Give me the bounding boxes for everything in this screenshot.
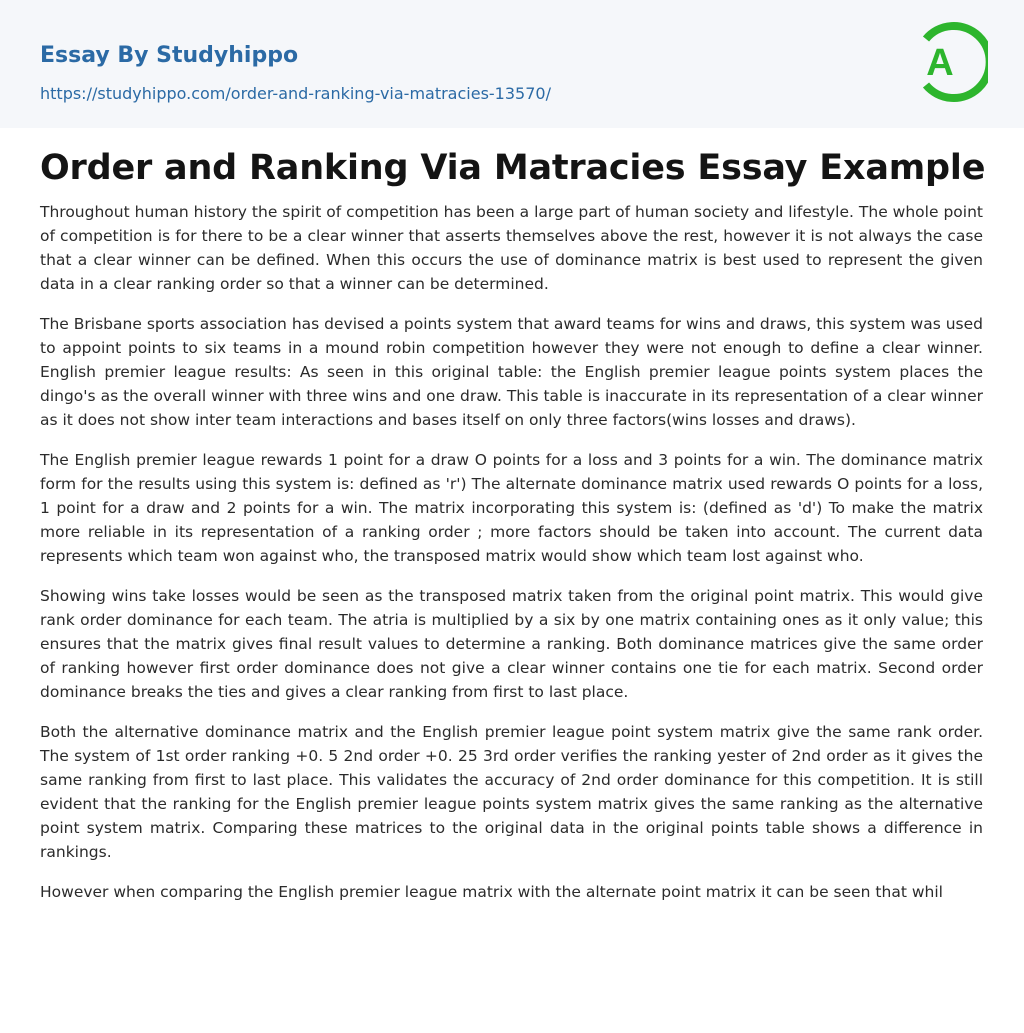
paragraph-4: Showing wins take losses would be seen as the transposed matrix taken from the original point matrix. This would give rank order dominance for each team. The atria is multiplied by a six by one matrix containing ones as it only value; this ensures that the matrix gives final result values to determine a ranking. Both dominance matrices give the same order of ranking however first order dominance does not give a clear winner contains one tie for each matrix. Second order dominance breaks the ties and gives a clear ranking from first to last place. xyxy=(40,587,983,701)
page-url-link[interactable]: https://studyhippo.com/order-and-ranking-via-matracies-13570/ xyxy=(40,84,551,103)
site-brand[interactable]: Essay By Studyhippo xyxy=(40,43,299,68)
paragraph-3: The English premier league rewards 1 point for a draw O points for a loss and 3 points for a win. The dominance matrix form for the results using this system is: defined as 'r') The alternate dominance matrix used rewards O points for a loss, 1 point for a draw and 2 points for a win. The matrix incorporating this system is: (defined as 'd') To make the matrix more reliable in its representation of a ranking order ; more factors should be taken into account. The current data represents which team won against who, the transposed matrix would show which team lost against who. xyxy=(40,451,983,565)
paragraph-2: The Brisbane sports association has devised a points system that award teams for wins and draws, this system was used to appoint points to six teams in a mound robin competition however they were not enough to define a clear winner. English premier league results: As seen in this original table: the English premier league points system places the dingo's as the overall winner with three wins and one draw. This table is inaccurate in its representation of a clear winner as it does not show inter team interactions and bases itself on only three factors(wins losses and draws). xyxy=(40,315,983,429)
studyhippo-logo-icon[interactable] xyxy=(910,18,988,106)
site-header xyxy=(0,0,1024,128)
paragraph-6: However when comparing the English premier league matrix with the alternate point matrix it can be seen that whil xyxy=(40,883,943,901)
article-body xyxy=(40,200,983,920)
paragraph-5: Both the alternative dominance matrix and the English premier league point system matrix give the same rank order. The system of 1st order ranking +0. 5 2nd order +0. 25 3rd order verifies the ranking yester of 2nd order as it gives the same ranking from first to last place. This validates the accuracy of 2nd order dominance for this competition. It is still evident that the ranking for the English premier league points system matrix gives the same ranking as the alternative point system matrix. Comparing these matrices to the original data in the original points table shows a difference in rankings. xyxy=(40,723,983,861)
article-title: Order and Ranking Via Matracies Essay Example xyxy=(40,148,986,188)
paragraph-1: Throughout human history the spirit of competition has been a large part of human society and lifestyle. The whole point of competition is for there to be a clear winner that asserts themselves above the rest, however it is not always the case that a clear winner can be defined. When this occurs the use of dominance matrix is best used to represent the given data in a clear ranking order so that a winner can be determined. xyxy=(40,203,983,293)
logo-letter: A xyxy=(926,42,954,84)
